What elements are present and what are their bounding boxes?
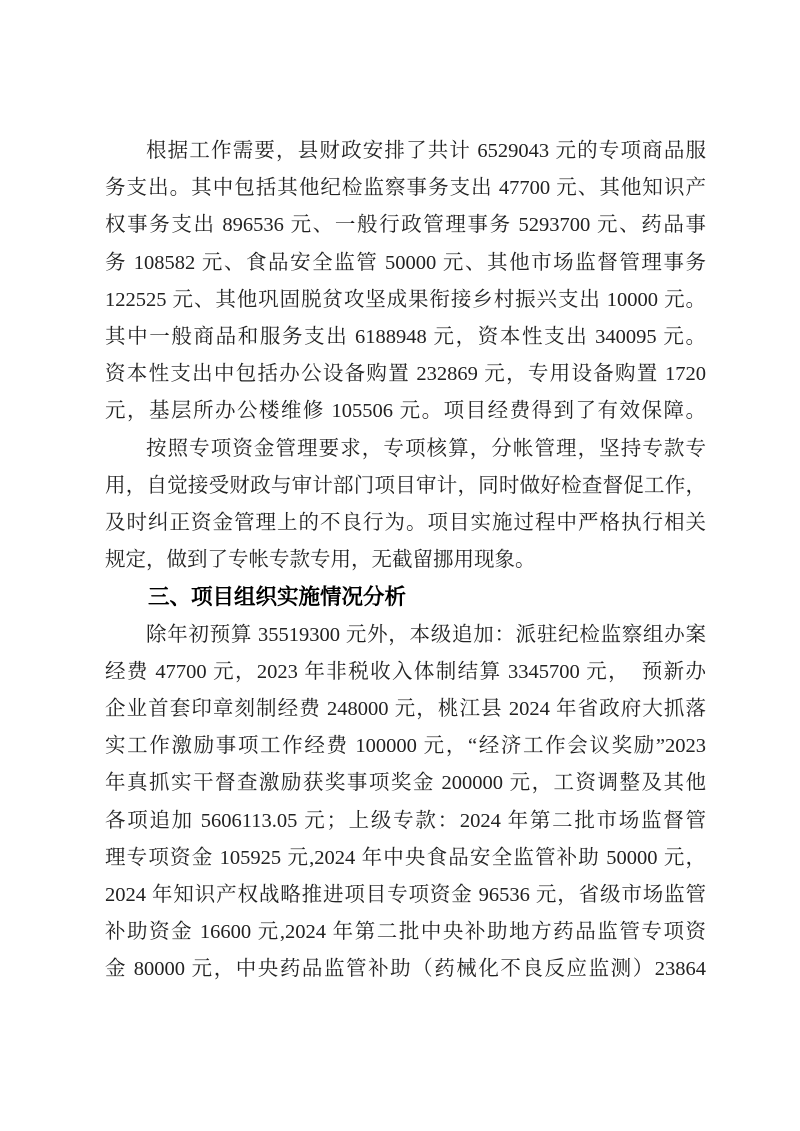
text-line: 资本性支出中包括办公设备购置 232869 元，专用设备购置 1720 (105, 363, 706, 386)
text-line: 及时纠正资金管理上的不良行为。项目实施过程中严格执行相关 (105, 512, 706, 535)
text-line: 元，基层所办公楼维修 105506 元。项目经费得到了有效保障。 (105, 400, 706, 423)
text-line: 金 80000 元，中央药品监管补助（药械化不良反应监测）23864 (105, 958, 706, 981)
text-line: 各项追加 5606113.05 元；上级专款：2024 年第二批市场监督管 (105, 809, 706, 832)
text-line: 其中一般商品和服务支出 6188948 元，资本性支出 340095 元。 (105, 326, 706, 349)
text-line: 经费 47700 元，2023 年非税收入体制结算 3345700 元， 预新办 (105, 660, 706, 683)
text-line: 务 108582 元、食品安全监管 50000 元、其他市场监督管理事务 (105, 251, 706, 274)
text-line: 根据工作需要，县财政安排了共计 6529043 元的专项商品服 (146, 140, 706, 162)
text-line: 2024 年知识产权战略推进项目专项资金 96536 元，省级市场监管 (105, 884, 706, 907)
text-line: 年真抓实干督查激励获奖事项奖金 200000 元，工资调整及其他 (105, 772, 706, 795)
section-heading: 三、项目组织实施情况分析 (148, 585, 407, 610)
text-line: 除年初预算 35519300 元外，本级追加：派驻纪检监察组办案 (146, 623, 706, 646)
text-block (105, 133, 706, 989)
text-line: 按照专项资金管理要求，专项核算，分帐管理，坚持专款专 (146, 437, 706, 460)
text-line: 用，自觉接受财政与审计部门项目审计，同时做好检查督促工作， (105, 474, 706, 497)
text-line: 企业首套印章刻制经费 248000 元，桃江县 2024 年省政府大抓落 (105, 698, 706, 721)
text-line: 权事务支出 896536 元、一般行政管理事务 5293700 元、药品事 (105, 214, 706, 237)
text-line: 规定，做到了专帐专款专用，无截留挪用现象。 (105, 549, 536, 572)
text-line: 实工作激励事项工作经费 100000 元，“经济工作会议奖励”2023 (105, 735, 706, 758)
text-line: 补助资金 16600 元,2024 年第二批中央补助地方药品监管专项资 (105, 921, 706, 944)
text-line: 122525 元、其他巩固脱贫攻坚成果衔接乡村振兴支出 10000 元。 (105, 288, 706, 311)
text-line: 理专项资金 105925 元,2024 年中央食品安全监管补助 50000 元， (105, 846, 706, 869)
text-line: 务支出。其中包括其他纪检监察事务支出 47700 元、其他知识产 (105, 177, 706, 200)
